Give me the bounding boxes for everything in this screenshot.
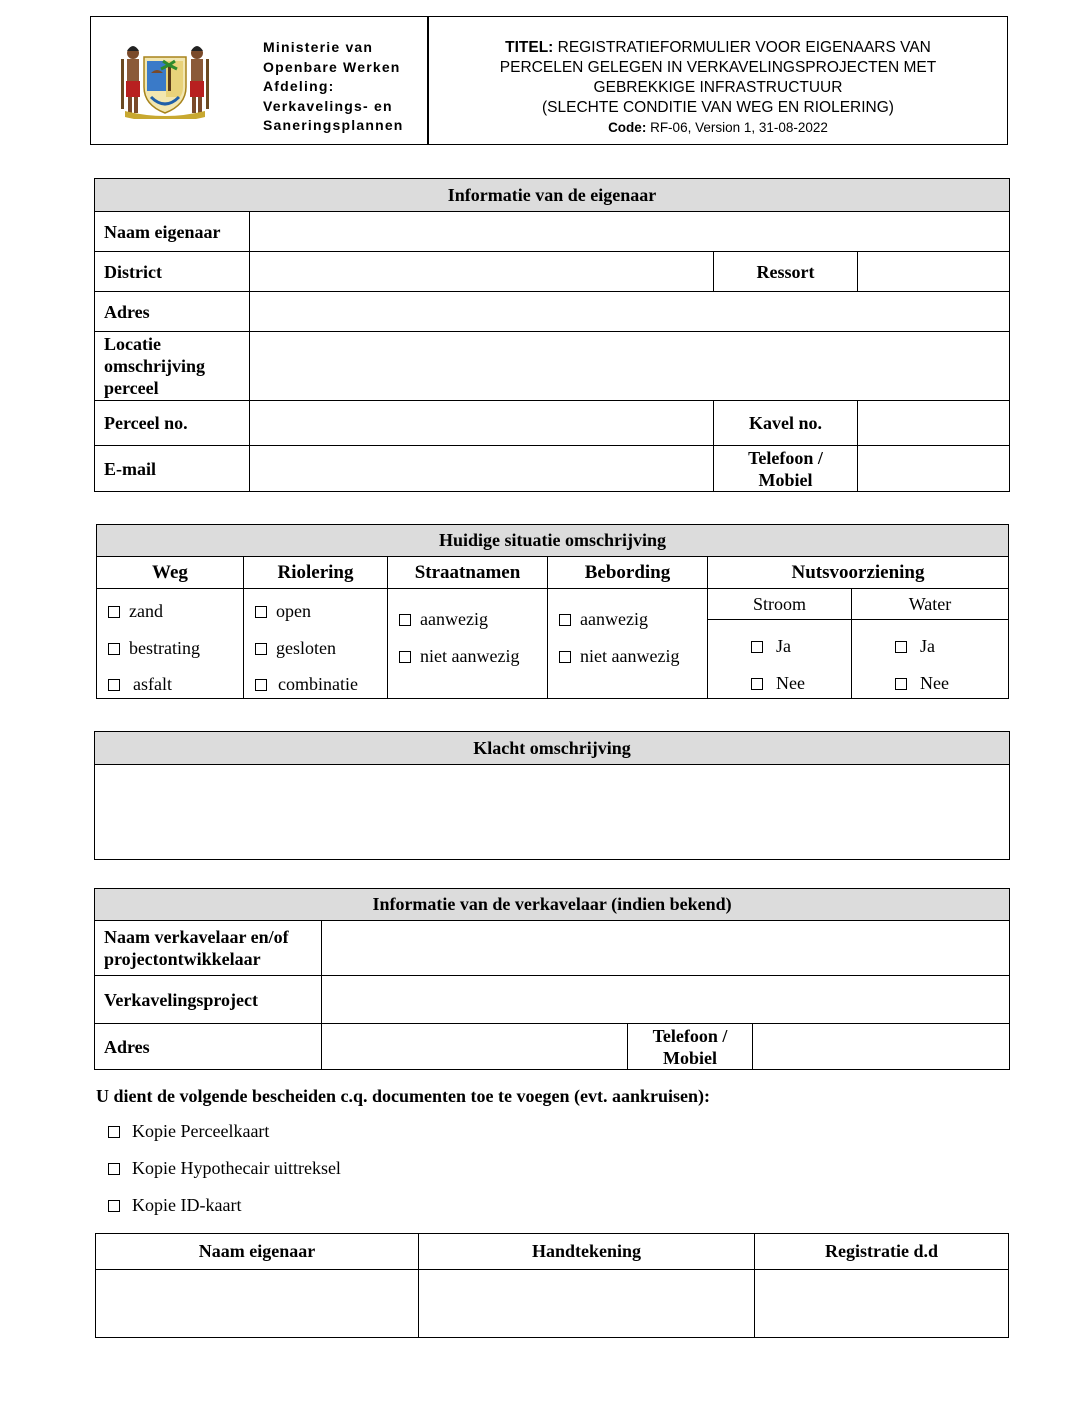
developer-name-field[interactable] <box>322 921 1010 976</box>
registration-date-header: Registratie d.d <box>755 1234 1009 1270</box>
owner-address-field[interactable] <box>250 292 1010 332</box>
form-title <box>429 38 1007 137</box>
bebording-column-header: Bebording <box>548 557 708 589</box>
weg-option[interactable] <box>108 602 163 620</box>
situation-table <box>96 524 1009 699</box>
signature-field[interactable] <box>419 1270 755 1338</box>
option-label: gesloten <box>276 638 336 658</box>
developer-phone-label <box>628 1024 753 1070</box>
option-label: Nee <box>776 673 805 693</box>
title-prefix: TITEL: <box>505 39 554 56</box>
straatnamen-option[interactable] <box>399 610 488 628</box>
complaint-heading: Klacht omschrijving <box>95 732 1010 765</box>
ministry-line: Ministerie van <box>263 39 374 55</box>
owner-info-heading: Informatie van de eigenaar <box>95 179 1010 212</box>
straatnamen-option[interactable] <box>399 647 519 665</box>
checkbox-icon[interactable] <box>895 678 907 690</box>
phone-label-line: Mobiel <box>758 469 813 490</box>
owner-name-field[interactable] <box>250 212 1010 252</box>
developer-info-heading: Informatie van de verkavelaar (indien bekend) <box>95 889 1010 921</box>
phone-label-line: Telefoon / <box>652 1025 728 1046</box>
option-label: niet aanwezig <box>580 646 680 666</box>
bebording-option[interactable] <box>559 647 679 665</box>
riolering-option[interactable] <box>255 639 336 657</box>
ressort-label: Ressort <box>714 252 858 292</box>
ministry-line: Saneringsplannen <box>263 117 404 133</box>
stroom-option[interactable] <box>751 674 805 692</box>
weg-option[interactable] <box>108 639 200 657</box>
developer-name-label-line: Naam verkavelaar en/of <box>104 927 289 947</box>
developer-info-table <box>94 888 1010 1070</box>
checkbox-icon[interactable] <box>751 641 763 653</box>
code-label: Code: <box>608 120 647 135</box>
water-option[interactable] <box>895 637 935 655</box>
checkbox-icon[interactable] <box>399 651 411 663</box>
registration-date-field[interactable] <box>755 1270 1009 1338</box>
location-label-line: omschrijving <box>104 356 205 376</box>
complaint-table <box>94 731 1010 860</box>
water-option[interactable] <box>895 674 949 692</box>
riolering-option[interactable] <box>255 675 358 693</box>
location-label-line: perceel <box>104 378 159 398</box>
water-options-cell <box>852 620 1009 699</box>
checkbox-icon[interactable] <box>895 641 907 653</box>
owner-phone-field[interactable] <box>858 446 1010 492</box>
developer-address-label: Adres <box>95 1024 322 1070</box>
parcel-field[interactable] <box>250 401 714 446</box>
location-field[interactable] <box>250 332 1010 401</box>
district-label: District <box>95 252 250 292</box>
document-item-label: Kopie ID-kaart <box>132 1195 242 1215</box>
signature-table <box>95 1233 1009 1338</box>
nutsvoorziening-column-header: Nutsvoorziening <box>708 557 1009 589</box>
document-item[interactable] <box>108 1195 241 1216</box>
signature-name-header: Naam eigenaar <box>96 1234 419 1270</box>
title-line: (SLECHTE CONDITIE VAN WEG EN RIOLERING) <box>542 99 894 116</box>
option-label: asfalt <box>133 674 172 694</box>
code-value: RF-06, Version 1, 31-08-2022 <box>646 120 828 135</box>
owner-info-table <box>94 178 1010 492</box>
owner-address-label: Adres <box>95 292 250 332</box>
checkbox-icon[interactable] <box>559 614 571 626</box>
checkbox-icon[interactable] <box>108 679 120 691</box>
phone-label-line: Mobiel <box>663 1047 717 1068</box>
option-label: aanwezig <box>420 609 488 629</box>
ressort-field[interactable] <box>858 252 1010 292</box>
checkbox-icon[interactable] <box>559 651 571 663</box>
riolering-column-header: Riolering <box>244 557 388 589</box>
checkbox-icon[interactable] <box>108 1126 120 1138</box>
weg-options-cell <box>97 589 244 699</box>
ministry-line: Afdeling: <box>263 78 335 94</box>
situation-heading: Huidige situatie omschrijving <box>97 525 1009 557</box>
option-label: combinatie <box>278 674 358 694</box>
ministry-line: Verkavelings- en <box>263 97 393 114</box>
water-subheader: Water <box>852 589 1009 620</box>
complaint-field[interactable] <box>95 765 1010 860</box>
signature-header: Handtekening <box>419 1234 755 1270</box>
checkbox-icon[interactable] <box>108 643 120 655</box>
stroom-option[interactable] <box>751 637 791 655</box>
document-item[interactable] <box>108 1121 269 1142</box>
ministry-line: Openbare Werken <box>263 58 401 75</box>
checkbox-icon[interactable] <box>399 614 411 626</box>
checkbox-icon[interactable] <box>108 1163 120 1175</box>
project-label: Verkavelingsproject <box>95 976 322 1024</box>
title-line: PERCELEN GELEGEN IN VERKAVELINGSPROJECTEN MET <box>499 59 937 76</box>
document-item-label: Kopie Hypothecair uittreksel <box>132 1158 341 1178</box>
bebording-options-cell <box>548 589 708 699</box>
checkbox-icon[interactable] <box>108 1200 120 1212</box>
signature-name-field[interactable] <box>96 1270 419 1338</box>
title-line: GEBREKKIGE INFRASTRUCTUUR <box>593 79 843 96</box>
checkbox-icon[interactable] <box>255 679 267 691</box>
email-label: E-mail <box>95 446 250 492</box>
header-box <box>90 16 1008 145</box>
option-label: Ja <box>776 636 791 656</box>
documents-instruction: U dient de volgende bescheiden c.q. documenten toe te voegen (evt. aankruisen): <box>96 1086 710 1106</box>
option-label: Ja <box>920 636 935 656</box>
title-line: REGISTRATIEFORMULIER VOOR EIGENAARS VAN <box>553 39 931 56</box>
district-field[interactable] <box>250 252 714 292</box>
owner-phone-label <box>714 446 858 492</box>
option-label: open <box>276 601 311 621</box>
weg-column-header: Weg <box>97 557 244 589</box>
owner-name-label: Naam eigenaar <box>95 212 250 252</box>
option-label: niet aanwezig <box>420 646 520 666</box>
option-label: Nee <box>920 673 949 693</box>
straatnamen-options-cell <box>388 589 548 699</box>
location-label <box>95 332 250 401</box>
checkbox-icon[interactable] <box>255 606 267 618</box>
riolering-options-cell <box>244 589 388 699</box>
developer-name-label-line: projectontwikkelaar <box>104 949 261 969</box>
developer-phone-field[interactable] <box>753 1024 1010 1070</box>
checkbox-icon[interactable] <box>255 643 267 655</box>
coat-of-arms-logo <box>111 41 219 119</box>
parcel-label: Perceel no. <box>95 401 250 446</box>
stroom-subheader: Stroom <box>708 589 852 620</box>
ministry-name <box>263 38 423 136</box>
location-label-line: Locatie <box>104 334 161 354</box>
developer-address-field[interactable] <box>322 1024 628 1070</box>
bebording-option[interactable] <box>559 610 648 628</box>
checkbox-icon[interactable] <box>108 606 120 618</box>
phone-label-line: Telefoon / <box>748 447 823 468</box>
option-label: aanwezig <box>580 609 648 629</box>
checkbox-icon[interactable] <box>751 678 763 690</box>
stroom-options-cell <box>708 620 852 699</box>
option-label: zand <box>129 601 163 621</box>
straatnamen-column-header: Straatnamen <box>388 557 548 589</box>
document-item-label: Kopie Perceelkaart <box>132 1121 270 1141</box>
developer-name-label <box>95 921 322 976</box>
email-field[interactable] <box>250 446 714 492</box>
lot-field[interactable] <box>858 401 1010 446</box>
option-label: bestrating <box>129 638 200 658</box>
weg-option[interactable] <box>108 675 172 693</box>
document-item[interactable] <box>108 1158 341 1179</box>
lot-label: Kavel no. <box>714 401 858 446</box>
riolering-option[interactable] <box>255 602 311 620</box>
project-field[interactable] <box>322 976 1010 1024</box>
